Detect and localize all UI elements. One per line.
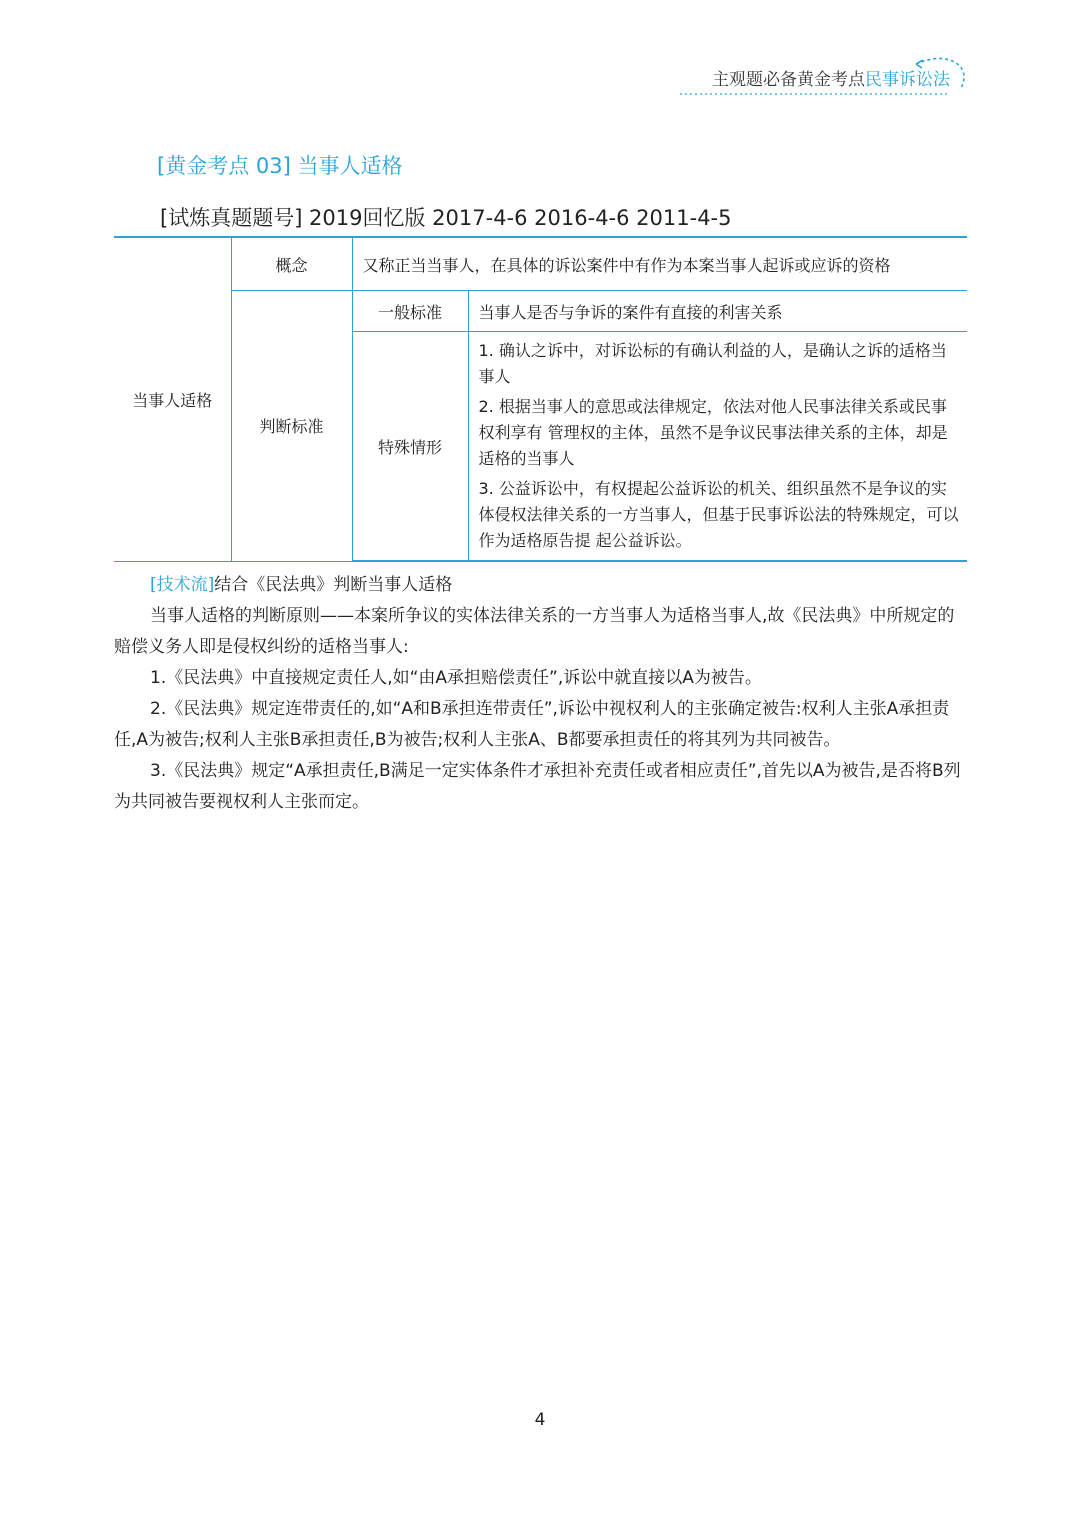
paragraph: 2.《民法典》规定连带责任的,如“A和B承担连带责任”,诉讼中视权利人的主张确定被告:权利人主张A承担责任,A为被告;权利人主张B承担责任,B为被告;权利人主张A、B都要承担责任的将其列为共同被告。 — [114, 699, 950, 750]
body-text — [114, 570, 964, 818]
concept-table — [114, 236, 967, 562]
header-prefix: 主观题必备黄金考点 — [712, 70, 865, 90]
tech-title: 结合《民法典》判断当事人适格 — [214, 575, 453, 595]
judge-label: 判断标准 — [231, 291, 352, 562]
list-item: 1. 确认之诉中，对诉讼标的有确认利益的人，是确认之诉的适格当事人 — [478, 341, 947, 386]
tech-tag: [技术流] — [150, 575, 215, 595]
subject-cell: 当事人适格 — [114, 237, 231, 561]
paragraph: 3.《民法典》规定“A承担责任,B满足一定实体条件才承担补充责任或者相应责任”,首先以A为被告,是否将B列为共同被告要视权利人主张而定。 — [114, 761, 961, 812]
list-item: 2. 根据当事人的意思或法律规定，依法对他人民事法律关系或民事权利享有 管理权的主体，虽然不是争议民事法律关系的主体，却是适格的当事人 — [478, 397, 948, 468]
paragraph: 1.《民法典》中直接规定责任人,如“由A承担赔偿责任”,诉讼中就直接以A为被告。 — [150, 668, 762, 688]
general-text: 当事人是否与争诉的案件有直接的利害关系 — [468, 291, 967, 332]
header-title — [712, 65, 950, 90]
paragraph: 当事人适格的判断原则——本案所争议的实体法律关系的一方当事人为适格当事人,故《民法典》中所规定的赔偿义务人即是侵权纠纷的适格当事人: — [114, 606, 955, 657]
special-label: 特殊情形 — [352, 332, 468, 562]
table-row — [114, 291, 967, 332]
general-label: 一般标准 — [352, 291, 468, 332]
concept-label: 概念 — [231, 237, 352, 291]
special-items — [468, 332, 967, 562]
concept-text: 又称正当当事人，在具体的诉讼案件中有作为本案当事人起诉或应诉的资格 — [352, 237, 967, 291]
section-title: [黄金考点 03] 当事人适格 — [157, 154, 403, 178]
list-item: 3. 公益诉讼中，有权提起公益诉讼的机关、组织虽然不是争议的实体侵权法律关系的一方当事人，但基于民事诉讼法的特殊规定，可以作为适格原告提 起公益诉讼。 — [478, 479, 959, 550]
exam-reference-line: [试炼真题题号] 2019回忆版 2017-4-6 2016-4-6 2011-4-5 — [160, 206, 732, 230]
header-underline — [680, 92, 950, 96]
page-number: 4 — [534, 1410, 546, 1430]
header-accent: 民事诉讼法 — [865, 70, 950, 90]
tech-heading — [114, 570, 964, 601]
running-header — [678, 52, 968, 100]
table-row — [114, 237, 967, 291]
